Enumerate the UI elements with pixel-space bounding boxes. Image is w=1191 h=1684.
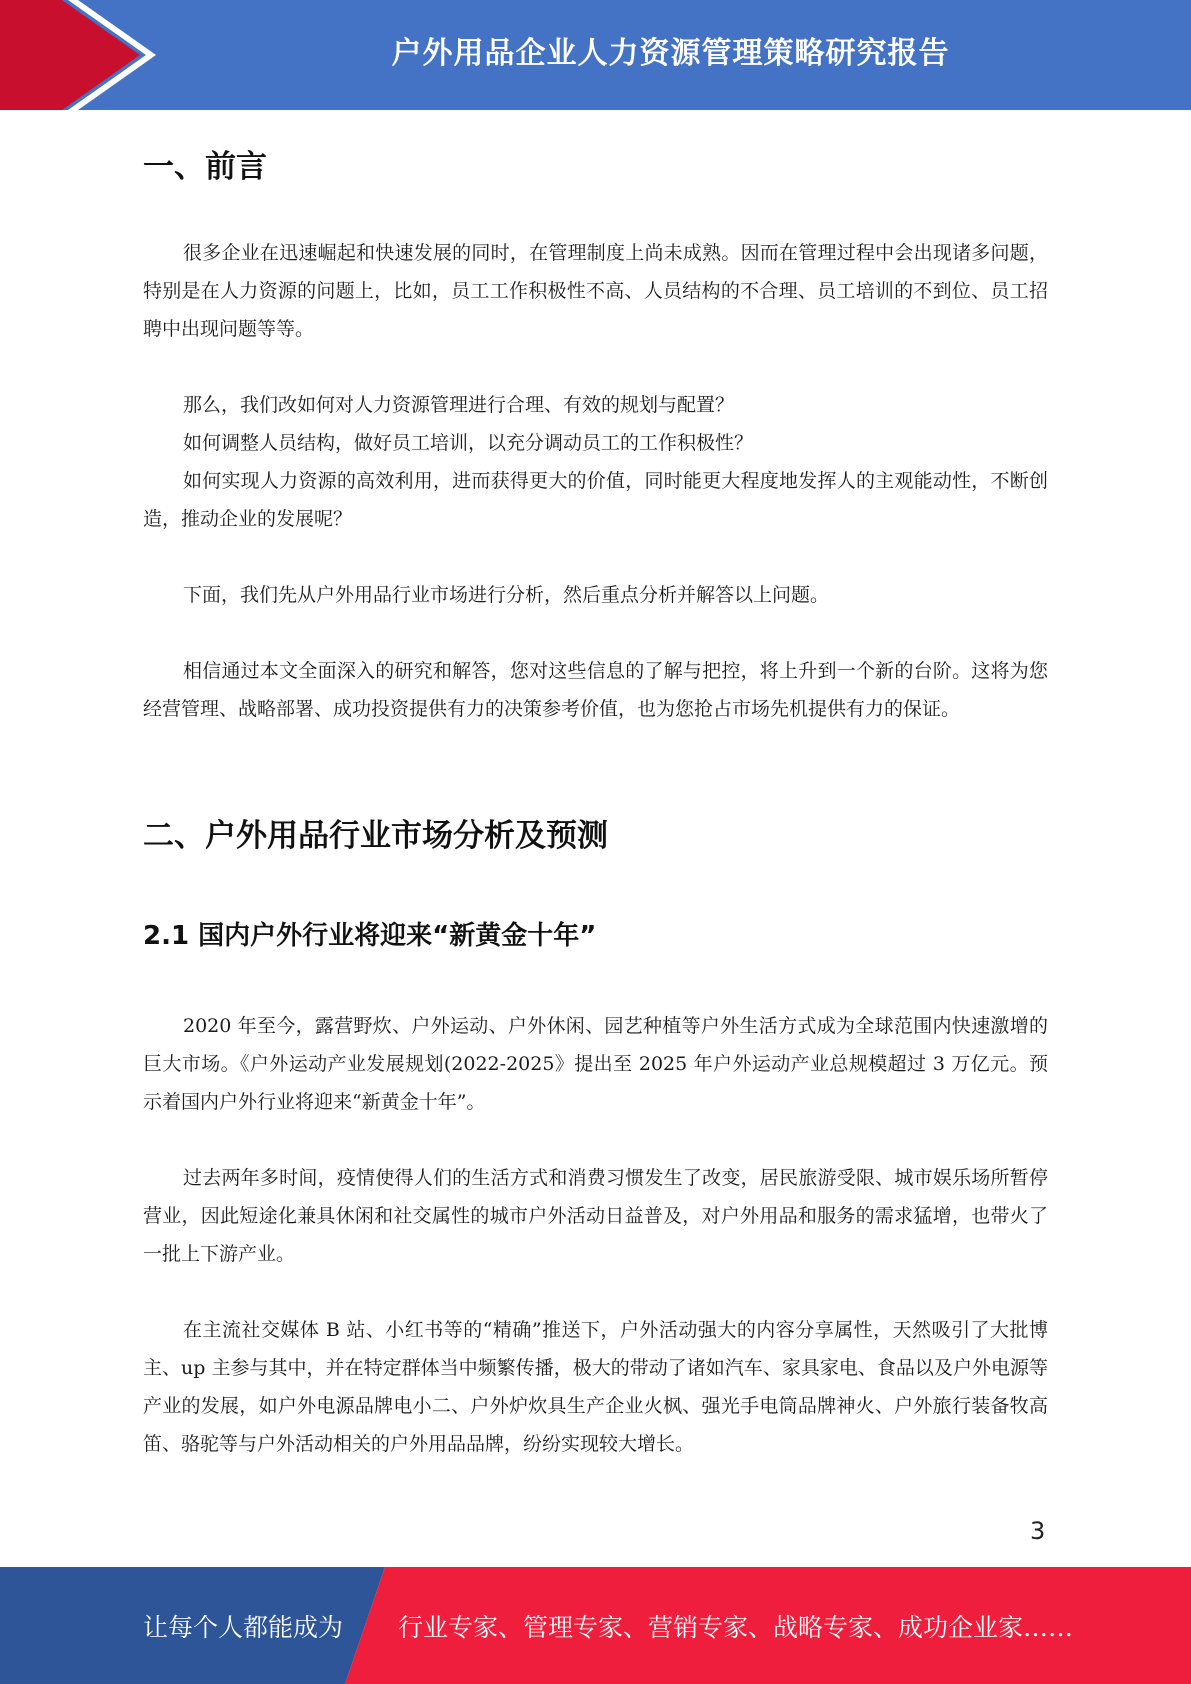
paragraph: 那么，我们改如何对人力资源管理进行合理、有效的规划与配置？ (183, 394, 735, 416)
paragraph: 下面，我们先从户外用品行业市场进行分析，然后重点分析并解答以上问题。 (183, 584, 830, 606)
paragraph: 很多企业在迅速崛起和快速发展的同时，在管理制度上尚未成熟。因而在管理过程中会出现诸多问题，特别是在人力资源的问题上，比如，员工工作积极性不高、人员结构的不合理、员工培训的不到位、员工招聘中出现问题等等。 (143, 242, 1048, 340)
section-heading-market-analysis: 二、户外用品行业市场分析及预测 (143, 818, 608, 854)
paragraph: 在主流社交媒体 B 站、小红书等的“精确”推送下，户外活动强大的内容分享属性，天然吸引了大批博主、up 主参与其中，并在特定群体当中频繁传播，极大的带动了诸如汽车、家具家电、食品以及户外电源等产业的发展，如户外电源品牌电小二、户外炉炊具生产企业火枫、强光手电筒品牌神火、户外旅行装备牧高笛、骆驼等与户外活动相关的户外用品品牌，纷纷实现较大增长。 (143, 1319, 1048, 1455)
footer-banner (0, 1567, 1191, 1684)
paragraph: 过去两年多时间，疫情使得人们的生活方式和消费习惯发生了改变，居民旅游受限、城市娱乐场所暂停营业，因此短途化兼具休闲和社交属性的城市户外活动日益普及，对户外用品和服务的需求猛增，也带火了一批上下游产业。 (143, 1167, 1048, 1265)
section-heading-preface: 一、前言 (143, 149, 267, 185)
paragraph: 如何调整人员结构，做好员工培训，以充分调动员工的工作积极性？ (183, 432, 754, 454)
report-title: 户外用品企业人力资源管理策略研究报告 (391, 36, 950, 71)
footer-slogan-left: 让每个人都能成为 (143, 1612, 344, 1642)
paragraph: 相信通过本文全面深入的研究和解答，您对这些信息的了解与把控，将上升到一个新的台阶。这将为您经营管理、战略部署、成功投资提供有力的决策参考价值，也为您抢占市场先机提供有力的保证。 (143, 660, 1048, 720)
page-number: 3 (1030, 1517, 1046, 1545)
paragraph: 如何实现人力资源的高效利用，进而获得更大的价值，同时能更大程度地发挥人的主观能动性，不断创造，推动企业的发展呢？ (143, 470, 1048, 530)
subsection-heading: 2.1 国内户外行业将迎来“新黄金十年” (143, 921, 597, 951)
footer-slogan-right: 行业专家、管理专家、营销专家、战略专家、成功企业家…… (398, 1612, 1074, 1642)
header-banner (0, 0, 1191, 110)
paragraph: 2020 年至今，露营野炊、户外运动、户外休闲、园艺种植等户外生活方式成为全球范围内快速激增的巨大市场。《户外运动产业发展规划(2022-2025》提出至 2025 年户外运动产业总规模超过 3 万亿元。预示着国内户外行业将迎来“新黄金十年”。 (143, 1015, 1048, 1113)
